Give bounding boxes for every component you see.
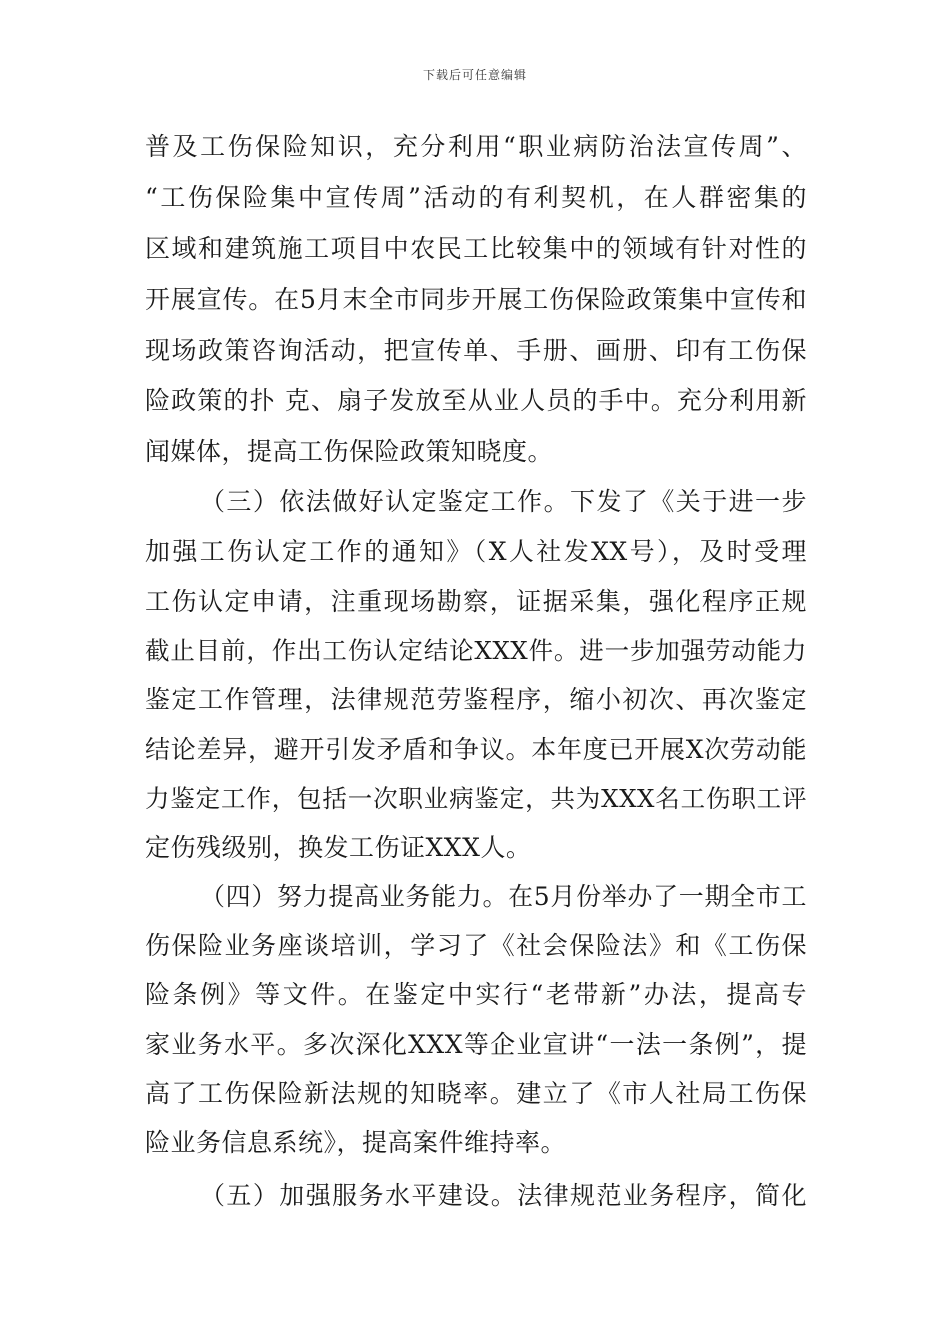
text-line: “工伤保险集中宣传周”活动的有利契机，在人群密集的 [145, 183, 807, 212]
text-line: 力鉴定工作，包括一次职业病鉴定，共为XXX名工伤职工评 [145, 784, 807, 813]
text-line: 加强工伤认定工作的通知》（X人社发XX号），及时受理 [145, 537, 807, 566]
text-line: 工伤认定申请，注重现场勘察，证据采集，强化程序正规 [145, 587, 807, 616]
text-line: 普及工伤保险知识，充分利用“职业病防治法宣传周”、 [145, 132, 807, 161]
text-line: 结论差异，避开引发矛盾和争议。本年度已开展X次劳动能 [145, 735, 807, 764]
text-line: 家业务水平。多次深化XXX等企业宣讲“一法一条例”，提 [145, 1030, 807, 1059]
text-line: （五）加强服务水平建设。法律规范业务程序，简化 [200, 1181, 807, 1210]
header-note: 下载后可任意编辑 [422, 68, 527, 82]
text-line: 闻媒体，提高工伤保险政策知晓度。 [145, 437, 554, 466]
text-line: 险业务信息系统》，提高案件维持率。 [145, 1128, 567, 1157]
text-line: 开展宣传。在5月末全市同步开展工伤保险政策集中宣传和 [145, 285, 807, 314]
text-line: 区域和建筑施工项目中农民工比较集中的领域有针对性的 [145, 234, 807, 263]
text-line: （三）依法做好认定鉴定工作。下发了《关于进一步 [200, 487, 807, 516]
text-line: 现场政策咨询活动，把宣传单、手册、画册、印有工伤保 [145, 336, 807, 365]
text-line: 定伤残级别，换发工伤证XXX人。 [145, 833, 532, 862]
text-line: 高了工伤保险新法规的知晓率。建立了《市人社局工伤保 [145, 1079, 807, 1108]
text-line: 险条例》等文件。在鉴定中实行“老带新”办法，提高专 [145, 980, 807, 1009]
text-line: （四）努力提高业务能力。在5月份举办了一期全市工 [200, 882, 807, 911]
text-line: 伤保险业务座谈培训，学习了《社会保险法》和《工伤保 [145, 931, 807, 960]
text-line: 鉴定工作管理，法律规范劳鉴程序，缩小初次、再次鉴定 [145, 685, 807, 714]
text-line: 截止目前，作出工伤认定结论XXX件。进一步加强劳动能力 [145, 636, 807, 665]
text-line: 险政策的扑 克、扇子发放至从业人员的手中。充分利用新 [145, 386, 807, 415]
